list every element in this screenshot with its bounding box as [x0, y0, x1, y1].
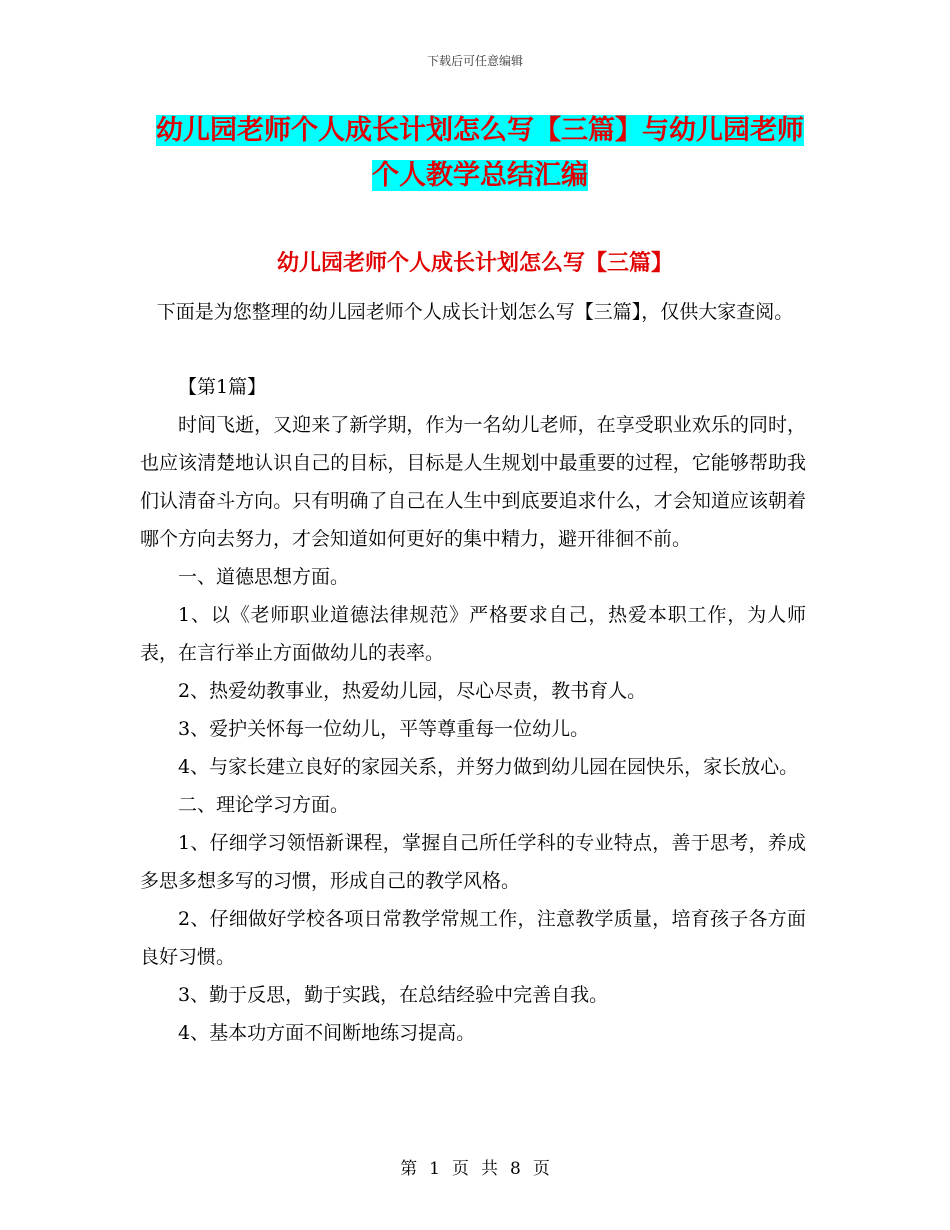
intro-paragraph: 下面是为您整理的幼儿园老师个人成长计划怎么写【三篇】，仅供大家查阅。	[156, 301, 794, 323]
footer-page-label: 第	[400, 1159, 418, 1179]
document-title-text: 幼儿园老师个人成长计划怎么写【三篇】与幼儿园老师个人教学总结汇编	[156, 115, 804, 191]
paragraph: 2、热爱幼教事业，热爱幼儿园，尽心尽责，教书育人。	[178, 680, 647, 702]
section-title: 幼儿园老师个人成长计划怎么写【三篇】	[276, 251, 673, 276]
paragraph: 1、仔细学习领悟新课程，掌握自己所任学科的专业特点，善于思考，养成多思多想多写的习惯，形成自己的教学风格。	[140, 832, 806, 892]
paragraph: 2、仔细做好学校各项日常教学常规工作，注意教学质量，培育孩子各方面良好习惯。	[140, 908, 806, 968]
document-body	[140, 368, 806, 1052]
paragraph: 时间飞逝，又迎来了新学期，作为一名幼儿老师，在享受职业欢乐的同时，也应该清楚地认识自己的目标，目标是人生规划中最重要的过程，它能够帮助我们认清奋斗方向。只有明确了自己在人生中到底要追求什么，才会知道应该朝着哪个方向去努力，才会知道如何更好的集中精力，避开徘徊不前。	[140, 414, 806, 550]
paragraph: 4、与家长建立良好的家园关系，并努力做到幼儿园在园快乐，家长放心。	[178, 756, 799, 778]
page-footer	[0, 1154, 950, 1179]
header-note: 下载后可任意编辑	[426, 54, 523, 68]
document-title	[150, 108, 810, 198]
footer-total-label: 共	[481, 1159, 498, 1179]
footer-total-unit: 页	[532, 1159, 550, 1179]
paragraph: 【第1篇】	[178, 376, 267, 398]
footer-page-unit: 页	[452, 1159, 469, 1179]
paragraph: 3、勤于反思，勤于实践，在总结经验中完善自我。	[178, 984, 609, 1006]
paragraph: 一、道德思想方面。	[178, 566, 350, 588]
footer-total-number: 8	[510, 1159, 521, 1179]
paragraph: 4、基本功方面不间断地练习提高。	[178, 1022, 476, 1044]
paragraph: 二、理论学习方面。	[178, 794, 350, 816]
paragraph: 1、以《老师职业道德法律规范》严格要求自己，热爱本职工作，为人师表，在言行举止方面做幼儿的表率。	[140, 604, 806, 664]
paragraph: 3、爱护关怀每一位幼儿，平等尊重每一位幼儿。	[178, 718, 590, 740]
footer-page-number: 1	[429, 1159, 440, 1179]
